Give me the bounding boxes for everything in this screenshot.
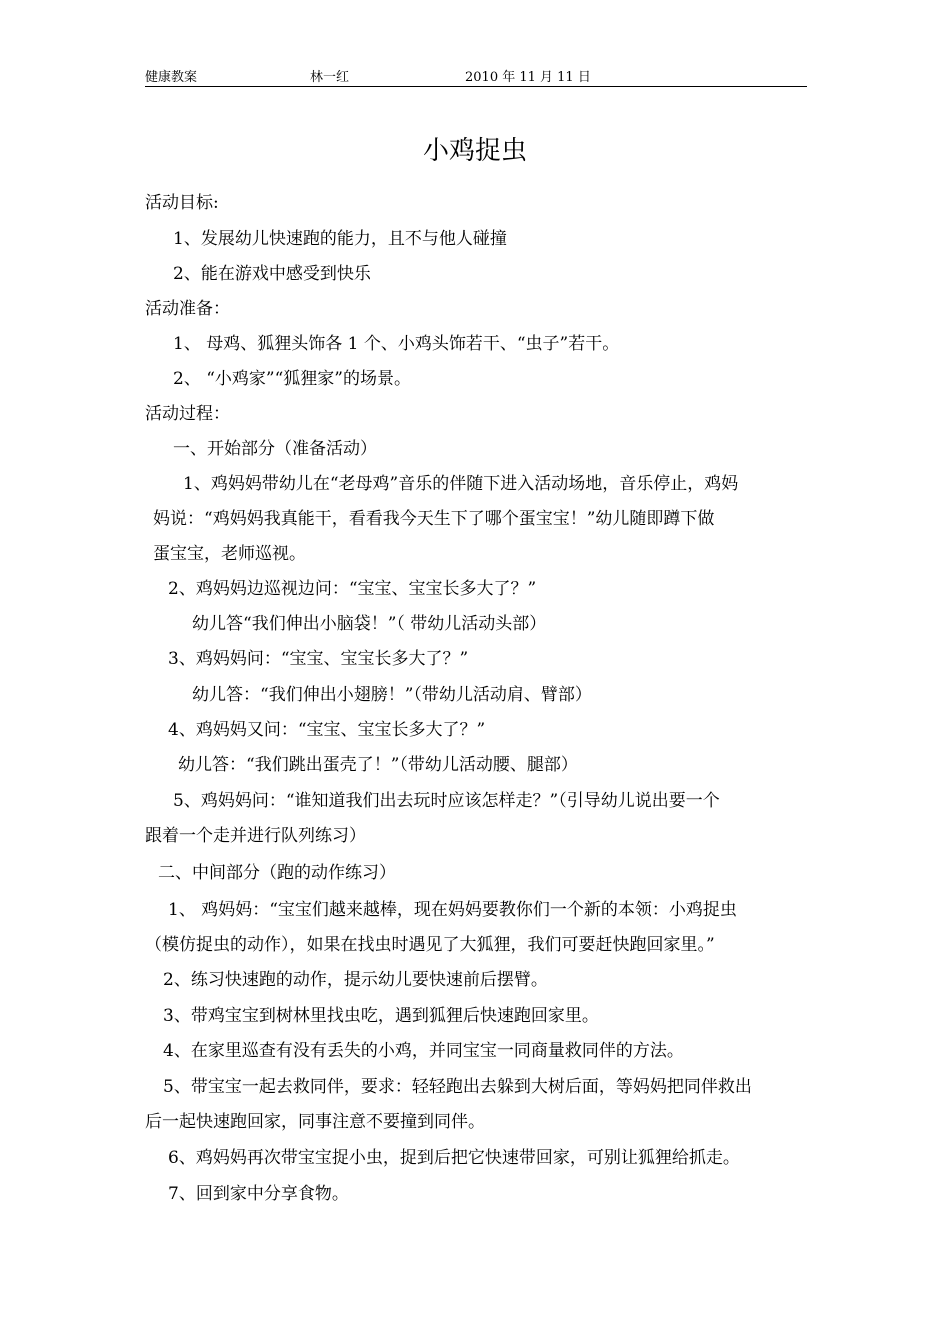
- document-title: 小鸡捉虫: [422, 136, 527, 166]
- subsection-heading: 一、开始部分（准备活动）: [173, 439, 377, 459]
- body-line: 2、鸡妈妈边巡视边问：“宝宝、宝宝长多大了？”: [168, 579, 537, 599]
- body-line: 4、鸡妈妈又问：“宝宝、宝宝长多大了？”: [168, 720, 486, 740]
- body-line: 1、鸡妈妈带幼儿在“老母鸡”音乐的伴随下进入活动场地，音乐停止，鸡妈: [183, 474, 739, 494]
- section-heading: 活动目标:: [145, 193, 219, 213]
- subsection-heading: 二、中间部分（跑的动作练习）: [158, 863, 396, 883]
- body-line: 2、能在游戏中感受到快乐: [173, 264, 371, 284]
- body-line: 3、带鸡宝宝到树林里找虫吃，遇到狐狸后快速跑回家里。: [163, 1006, 599, 1026]
- body-line: 2、练习快速跑的动作，提示幼儿要快速前后摆臂。: [163, 970, 548, 990]
- header-date: 2010 年 11 月 11 日: [465, 70, 591, 85]
- body-line: 6、鸡妈妈再次带宝宝捉小虫，捉到后把它快速带回家，可别让狐狸给抓走。: [168, 1148, 740, 1168]
- section-heading: 活动过程：: [145, 404, 230, 424]
- body-line: 跟着一个走并进行队列练习）: [145, 826, 366, 846]
- body-line: （模仿捉虫的动作），如果在找虫时遇见了大狐狸，我们可要赶快跑回家里。”: [145, 935, 715, 955]
- body-line: 5、带宝宝一起去救同伴，要求：轻轻跑出去躲到大树后面，等妈妈把同伴救出: [163, 1077, 752, 1097]
- body-line: 1、 鸡妈妈：“宝宝们越来越棒，现在妈妈要教你们一个新的本领：小鸡捉虫: [168, 900, 737, 920]
- body-line: 1、 母鸡、狐狸头饰各 1 个、小鸡头饰若干、“虫子”若干。: [173, 334, 620, 354]
- page-header: [145, 64, 807, 87]
- body-line: 2、 “小鸡家”“狐狸家”的场景。: [173, 369, 411, 389]
- body-line: 幼儿答“我们伸出小脑袋！”（ 带幼儿活动头部）: [192, 614, 547, 634]
- section-heading: 活动准备：: [145, 299, 230, 319]
- body-line: 4、在家里巡查有没有丢失的小鸡，并同宝宝一同商量救同伴的方法。: [163, 1041, 684, 1061]
- body-line: 5、鸡妈妈问：“谁知道我们出去玩时应该怎样走？”（引导幼儿说出要一个: [173, 791, 720, 811]
- header-category: 健康教案: [145, 70, 198, 85]
- body-line: 后一起快速跑回家，同事注意不要撞到同伴。: [145, 1112, 485, 1132]
- body-line: 幼儿答：“我们跳出蛋壳了！”（带幼儿活动腰、腿部）: [178, 755, 578, 775]
- body-line: 7、回到家中分享食物。: [168, 1184, 349, 1204]
- body-line: 妈说：“鸡妈妈我真能干，看看我今天生下了哪个蛋宝宝！”幼儿随即蹲下做: [153, 509, 715, 529]
- body-line: 3、鸡妈妈问：“宝宝、宝宝长多大了？”: [168, 649, 469, 669]
- body-line: 幼儿答：“我们伸出小翅膀！”（带幼儿活动肩、臂部）: [192, 685, 592, 705]
- body-line: 蛋宝宝，老师巡视。: [153, 544, 306, 564]
- header-author: 林一红: [310, 70, 350, 85]
- body-line: 1、发展幼儿快速跑的能力，且不与他人碰撞: [173, 229, 507, 249]
